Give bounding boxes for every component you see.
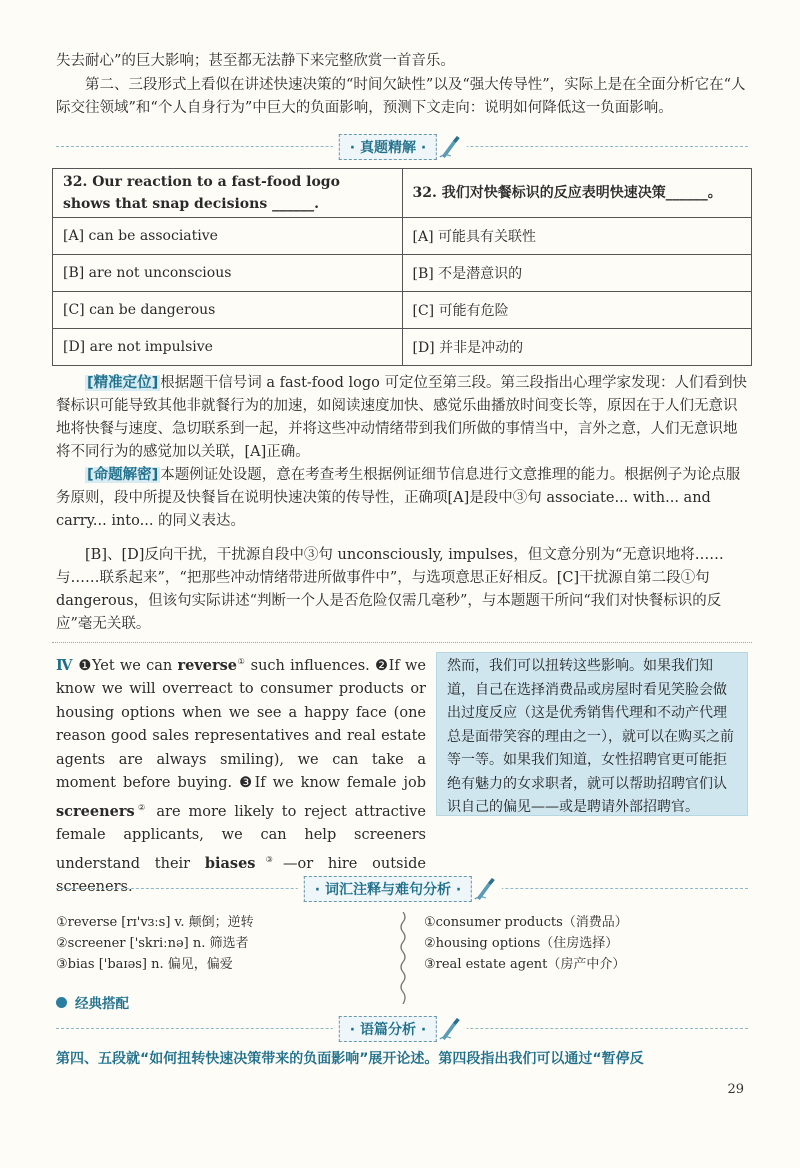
- section-title: · 真题精解 ·: [339, 134, 437, 160]
- question-stem-en: 32. Our reaction to a fast-food logo shows that snap decisions ______.: [53, 169, 403, 218]
- option-b-en: [B] are not unconscious: [53, 255, 403, 292]
- analysis-decode: [56, 464, 748, 533]
- pen-icon: [439, 135, 461, 159]
- analysis-tag-decode: [命题解密]: [87, 467, 159, 483]
- sentence-3-a: If we know female job: [254, 775, 427, 792]
- section-title: · 词汇注释与难句分析 ·: [304, 876, 472, 902]
- intro-paragraph: 第二、三段形式上看似在讲述快速决策的“时间欠缺性”以及“强大传导性”，实际上是在全面分析它在“人际交往领域”和“个人自身行为”中巨大的负面影响，预测下文走向：说明如何降低这一负面影响。: [56, 77, 746, 116]
- divider-ornament: [398, 912, 408, 1004]
- option-c-cn: [C] 可能有危险: [402, 292, 752, 329]
- option-d-en: [D] are not impulsive: [53, 329, 403, 366]
- translation-box: 然而，我们可以扭转这些影响。如果我们知道，自己在选择消费品或房屋时看见笑脸会做出过度反应（这是优秀销售代理和不动产代理总是面带笑容的理由之一），就可以在购买之前等一等。如果我们知道，女性招聘官更可能拒绝有魅力的女求职者，就可以帮助招聘官们认识自己的偏见——或是聘请外部招聘官。: [436, 652, 748, 816]
- question-table: [52, 168, 752, 366]
- sentence-3-b: are more likely to reject attractive female applicants, we can help screeners understand their: [56, 803, 426, 872]
- keyword-reverse: reverse: [177, 656, 237, 674]
- analysis-locate-text: 根据题干信号词 a fast-food logo 可定位至第三段。第三段指出心理学家发现：人们看到快餐标识可能导致其他非就餐行为的加速，如阅读速度加快、感觉乐曲播放时间变长等，原因在于人们无意识地将快餐与速度、急切联系到一起，并将这些冲动情绪带到我们所做的事情当中，言外之意，人们无意识地将不同行为的感觉加以关联，[A]正确。: [56, 375, 748, 460]
- option-d-cn: [D] 并非是冲动的: [402, 329, 752, 366]
- collocation-item: ②housing options（住房选择）: [424, 936, 619, 951]
- question-stem-cn: 32. 我们对快餐标识的反应表明快速决策______。: [402, 169, 752, 218]
- vocab-item: ①reverse [rɪ'vɜːs] v. 颠倒；逆转: [56, 915, 254, 930]
- collocation-list: [424, 912, 628, 975]
- page-number: 29: [727, 1082, 744, 1097]
- note-ref-3: ③: [255, 854, 283, 864]
- divider: [52, 642, 752, 643]
- sentence-1-a: Yet we can: [91, 657, 178, 674]
- option-a-cn: [A] 可能具有关联性: [402, 218, 752, 255]
- section-banner-solution: [0, 134, 800, 160]
- section-banner-discourse: [0, 1016, 800, 1042]
- vocab-list: [56, 912, 254, 975]
- sentence-3-num: ❸: [239, 775, 255, 792]
- note-ref-1: ①: [237, 657, 246, 666]
- collocation-item: ③real estate agent（房产中介）: [424, 957, 626, 972]
- collocation-item: ①consumer products（消费品）: [424, 915, 628, 930]
- classic-label: 经典搭配: [75, 996, 129, 1012]
- discourse-analysis-text: 第四、五段就“如何扭转快速决策带来的负面影响”展开论述。第四段指出我们可以通过“暂停反: [56, 1051, 644, 1067]
- vocab-item: ③bias ['baɪəs] n. 偏见，偏爱: [56, 957, 233, 972]
- classic-collocation-heading: [56, 992, 129, 1012]
- passage-paragraph: [56, 650, 426, 899]
- sentence-1-num: ❶: [78, 657, 92, 674]
- pen-icon: [439, 1017, 461, 1041]
- analysis-locate: [56, 372, 748, 464]
- sentence-3-c: —or hire outside screeners.: [56, 855, 426, 895]
- bullet-icon: [56, 997, 67, 1008]
- vocab-item: ②screener ['skriːnə] n. 筛选者: [56, 936, 249, 951]
- option-b-cn: [B] 不是潜意识的: [402, 255, 752, 292]
- section-title: · 语篇分析 ·: [339, 1016, 437, 1042]
- sentence-2: If we know we will overreact to consumer products or housing options when we see a happy face (one reason good sales representatives and real estate agents are always smiling), we can take a moment before buying.: [56, 657, 426, 792]
- option-c-en: [C] can be dangerous: [53, 292, 403, 329]
- analysis-distractors: [B]、[D]反向干扰，干扰源自段中③句 unconsciously, impulses，但文意分别为“无意识地将……与……联系起来”，“把那些冲动情绪带进所做事件中”，与选项意思正好相反。[C]干扰源自第二段①句 dangerous，但该句实际讲述“判断一个人是否危险仅需几毫秒”，与本题题干所问“我们对快餐标识的反应”毫无关联。: [56, 547, 724, 632]
- option-a-en: [A] can be associative: [53, 218, 403, 255]
- sentence-1-b: such influences.: [245, 657, 370, 674]
- intro-line: 失去耐心”的巨大影响；甚至都无法静下来完整欣赏一首音乐。: [56, 53, 455, 69]
- analysis-tag-locate: [精准定位]: [87, 375, 159, 391]
- paragraph-numeral: Ⅳ: [56, 656, 74, 674]
- sentence-2-num: ❷: [375, 657, 389, 674]
- keyword-biases: biases: [204, 854, 256, 872]
- keyword-screeners: screeners: [56, 802, 135, 820]
- section-banner-vocab: [0, 876, 800, 902]
- analysis-decode-text: 本题例证处设题，意在考查考生根据例证细节信息进行文意推理的能力。根据例子为论点服务原则，段中所提及快餐旨在说明快速决策的传导性，正确项[A]是段中③句 associate... with... and carry... into... 的同义表达。: [56, 467, 741, 529]
- note-ref-2: ②: [134, 802, 149, 812]
- pen-icon: [474, 877, 496, 901]
